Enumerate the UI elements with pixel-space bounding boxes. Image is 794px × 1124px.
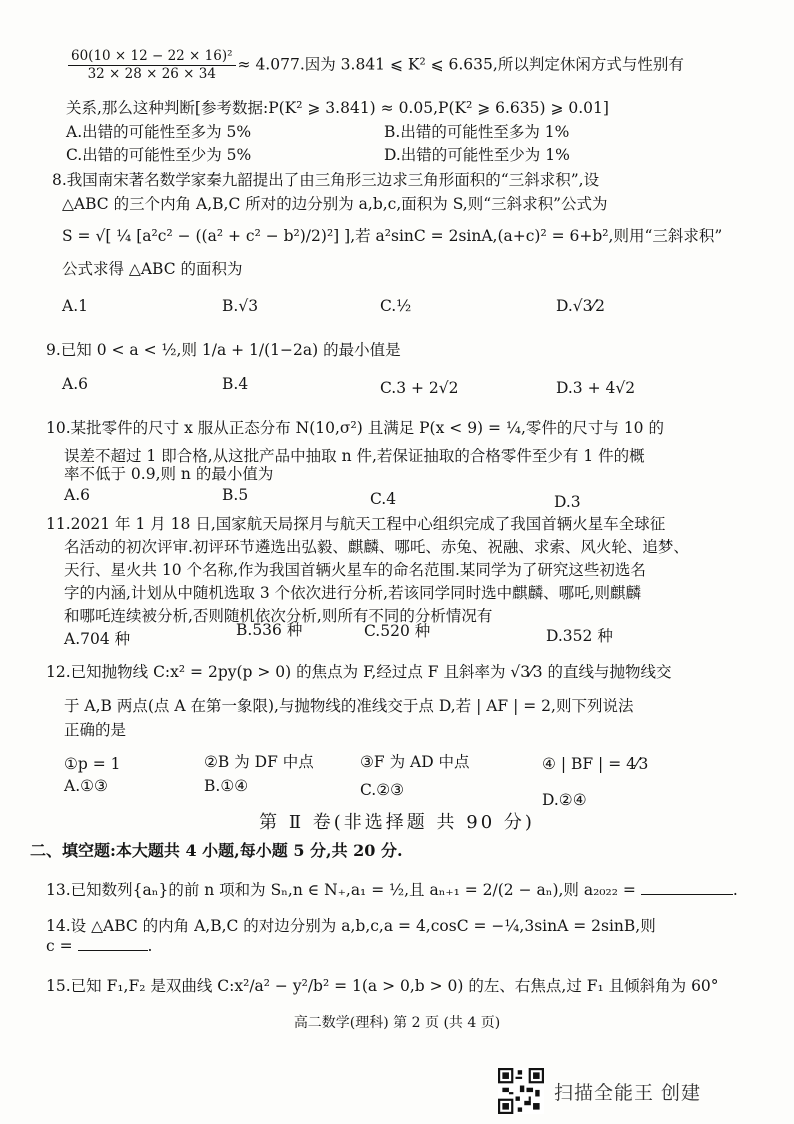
q10-line2: 误差不超过 1 即合格,从这批产品中抽取 n 件,若保证抽取的合格零件至少有 1 件的概 bbox=[64, 447, 645, 465]
q12-option-a: A.①③ bbox=[64, 777, 108, 795]
q14-line1: 14.设 △ABC 的内角 A,B,C 的对边分别为 a,b,c,a = 4,cosC = −¼,3sinA = 2sinB,则 bbox=[46, 917, 656, 935]
q12-statement-3: ③F 为 AD 中点 bbox=[360, 753, 470, 771]
q8-line3: S = √[ ¼ [a²c² − ((a² + c² − b²)/2)²] ],若 a²sinC = 2sinA,(a+c)² = 6+b²,则用“三斜求积” bbox=[62, 227, 723, 245]
q8-formula: S = √[ ¼ [a²c² − ((a² + c² − b²)/2)²] ] bbox=[62, 227, 351, 245]
q10-option-c: C.4 bbox=[370, 490, 397, 508]
q8-option-b: B.√3 bbox=[222, 297, 259, 315]
q11-option-d: D.352 种 bbox=[546, 627, 613, 645]
q12-option-d: D.②④ bbox=[542, 791, 587, 809]
q12-line1: 12.已知抛物线 C:x² = 2py(p > 0) 的焦点为 F,经过点 F 且斜率为 √3⁄3 的直线与抛物线交 bbox=[46, 663, 672, 681]
q10-option-d: D.3 bbox=[554, 493, 581, 511]
q7-line2: 关系,那么这种判断[参考数据:P(K² ⩾ 3.841) ≈ 0.05,P(K² ⩾ 6.635) ⩾ 0.01] bbox=[66, 99, 609, 117]
q10-line3: 率不低于 0.9,则 n 的最小值为 bbox=[64, 465, 274, 483]
q7-option-b: B.出错的可能性至多为 1% bbox=[384, 123, 570, 141]
page-footer: 高二数学(理科) 第 2 页 (共 4 页) bbox=[293, 1015, 501, 1031]
section2-heading: 二、填空题:本大题共 4 小题,每小题 5 分,共 20 分. bbox=[30, 841, 403, 860]
q7-option-c: C.出错的可能性至少为 5% bbox=[66, 146, 252, 164]
q7-line1: $\frac{\text{60(10 × 12 − 22 × 16)²}}{32 \times 28 \times 26 \times 34}$ ≈ 4.077.因为 3.841 ⩽ K² ⩽ 6.635,所以判定休闲方式与性别有 bbox=[66, 48, 684, 83]
q7-option-d: D.出错的可能性至少为 1% bbox=[384, 146, 570, 164]
q11-line2: 名活动的初次评审.初评环节遴选出弘毅、麒麟、哪吒、赤兔、祝融、求索、风火轮、追梦、 bbox=[64, 538, 689, 556]
qr-code-icon bbox=[498, 1068, 544, 1114]
q11-option-b: B.536 种 bbox=[236, 621, 303, 639]
q12-statement-2: ②B 为 DF 中点 bbox=[204, 753, 314, 771]
q7-option-a: A.出错的可能性至多为 5% bbox=[66, 123, 252, 141]
q13-answer-blank[interactable] bbox=[641, 880, 733, 895]
part2-title: 第 Ⅱ 卷(非选择题 共 90 分) bbox=[259, 812, 535, 833]
q11-line4: 字的内涵,计划从中随机选取 3 个依次进行分析,若该同学同时选中麒麟、哪吒,则麒麟 bbox=[64, 584, 641, 602]
q8-line4: 公式求得 △ABC 的面积为 bbox=[62, 260, 243, 278]
q7-fraction: $\frac{\text{60(10 × 12 − 22 × 16)²}}{32 \times 28 \times 26 \times 34}$ bbox=[68, 48, 236, 83]
q15-line1: 15.已知 F₁,F₂ 是双曲线 C:x²/a² − y²/b² = 1(a > 0,b > 0) 的左、右焦点,过 F₁ 且倾斜角为 60° bbox=[46, 977, 719, 995]
q10-line1: 10.某批零件的尺寸 x 服从正态分布 N(10,σ²) 且满足 P(x < 9) = ¼,零件的尺寸与 10 的 bbox=[46, 419, 664, 437]
q10-option-a: A.6 bbox=[64, 486, 90, 504]
q12-option-c: C.②③ bbox=[360, 781, 405, 799]
scanner-watermark: 扫描全能王 创建 bbox=[554, 1082, 702, 1104]
q12-option-b: B.①④ bbox=[204, 777, 249, 795]
q9-option-c: C.3 + 2√2 bbox=[380, 379, 459, 397]
q8-line2: △ABC 的三个内角 A,B,C 所对的边分别为 a,b,c,面积为 S,则“三斜求积”公式为 bbox=[62, 195, 608, 213]
q12-line3: 正确的是 bbox=[64, 721, 127, 739]
q8-option-a: A.1 bbox=[62, 297, 88, 315]
q8-option-d: D.√3⁄2 bbox=[556, 297, 605, 315]
q9-stem: 9.已知 0 < a < ½,则 1/a + 1/(1−2a) 的最小值是 bbox=[46, 341, 401, 359]
q11-option-a: A.704 种 bbox=[64, 630, 131, 648]
q11-line3: 天行、星火共 10 个名称,作为我国首辆火星车的命名范围.某同学为了研究这些初选名 bbox=[64, 561, 646, 579]
q9-option-d: D.3 + 4√2 bbox=[556, 379, 636, 397]
q10-option-b: B.5 bbox=[222, 486, 249, 504]
q8-line1: 8.我国南宋著名数学家秦九韶提出了由三角形三边求三角形面积的“三斜求积”,设 bbox=[52, 171, 600, 189]
q14-line2: c = . bbox=[46, 937, 153, 955]
q14-answer-blank[interactable] bbox=[78, 936, 148, 951]
q9-option-a: A.6 bbox=[62, 375, 88, 393]
q12-statement-1: ①p = 1 bbox=[64, 755, 121, 773]
q12-statement-4: ④ | BF | = 4⁄3 bbox=[542, 755, 649, 773]
q12-line2: 于 A,B 两点(点 A 在第一象限),与抛物线的准线交于点 D,若 | AF | = 2,则下列说法 bbox=[64, 697, 634, 715]
q11-line1: 11.2021 年 1 月 18 日,国家航天局探月与航天工程中心组织完成了我国首辆火星车全球征 bbox=[46, 515, 666, 533]
q11-line5: 和哪吒连续被分析,否则随机依次分析,则所有不同的分析情况有 bbox=[64, 607, 493, 625]
q9-option-b: B.4 bbox=[222, 375, 249, 393]
q13-line: 13.已知数列{aₙ}的前 n 项和为 Sₙ,n ∈ N₊,a₁ = ½,且 aₙ₊₁ = 2/(2 − aₙ),则 a₂₀₂₂ = . bbox=[46, 881, 738, 899]
q11-option-c: C.520 种 bbox=[364, 622, 431, 640]
q8-option-c: C.½ bbox=[380, 297, 412, 315]
